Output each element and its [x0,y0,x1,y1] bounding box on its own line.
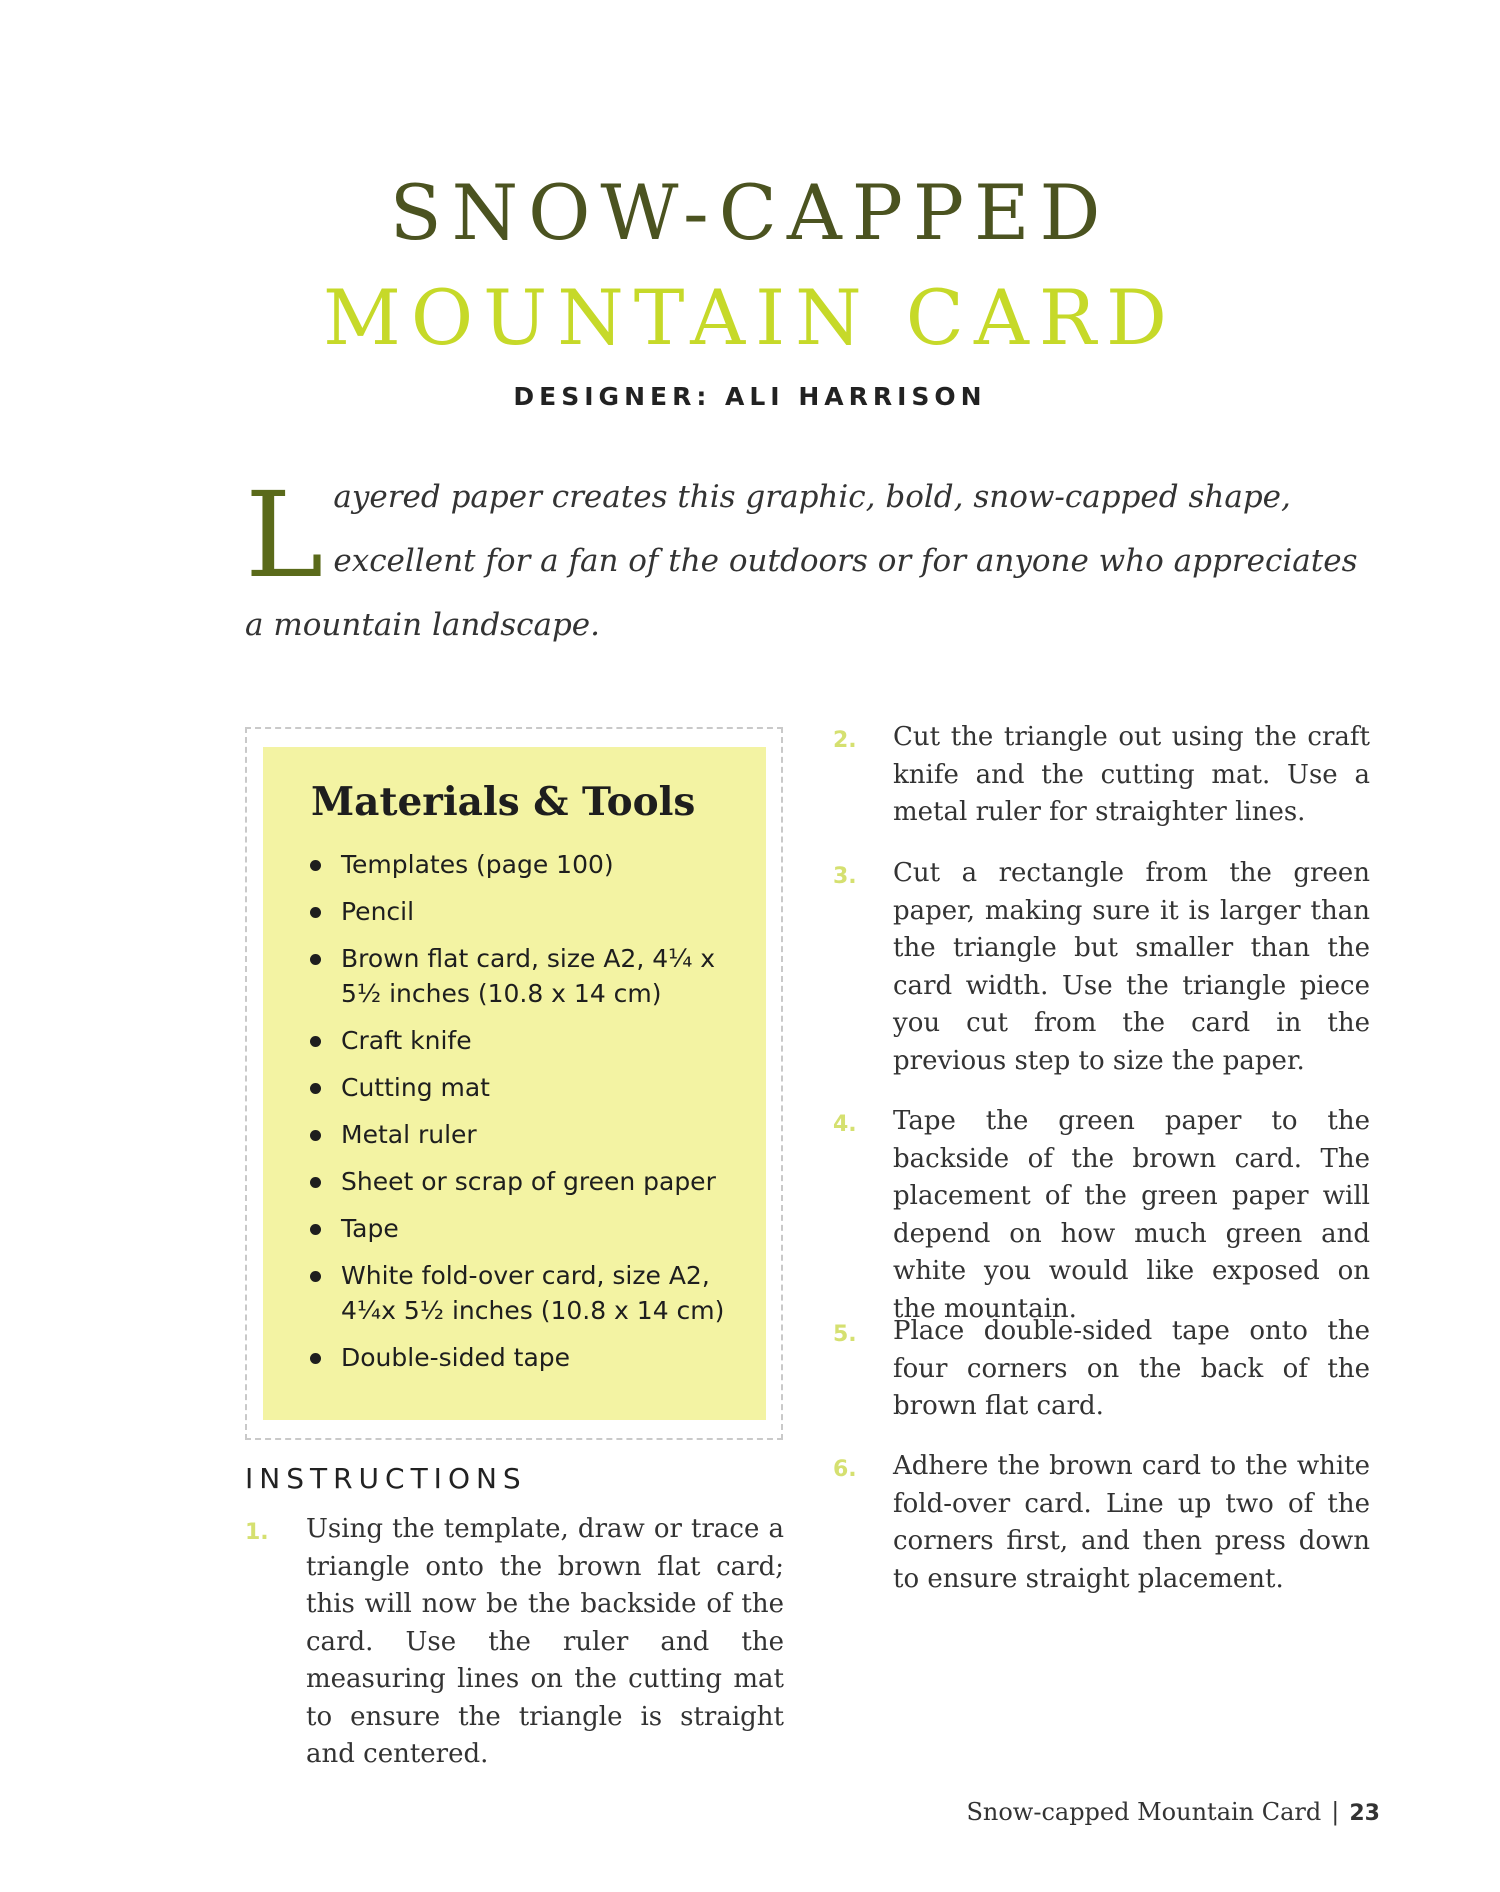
step-number: 2. [833,728,857,753]
designer-credit: DESIGNER: ALI HARRISON [513,382,987,411]
materials-list [307,847,757,1387]
step-number: 4. [833,1112,857,1137]
step-text: Cut a rectangle from the green paper, making sure it is larger than the triangle but smaller than the card width. Use the triangle piece you cut from the card in the previous step to size the paper. [893,858,1370,1076]
materials-item: Sheet or scrap of green paper [307,1164,757,1199]
step-number: 3. [833,864,857,889]
step-number: 1. [245,1520,269,1545]
title-line-2: MOUNTAIN CARD [323,273,1177,362]
drop-cap: L [245,466,324,604]
materials-item: Brown flat card, size A2, 4¼ x 5½ inches (10.8 x 14 cm) [307,941,757,1011]
step-text: Place double-sided tape onto the four corners on the back of the brown flat card. [893,1316,1370,1421]
step-number: 5. [833,1322,857,1347]
footer-separator: | [1331,1798,1340,1826]
step-text: Adhere the brown card to the white fold-over card. Line up two of the corners first, and then press down to ensure straight placement. [893,1451,1370,1594]
materials-item: Craft knife [307,1023,757,1058]
step-text: Using the template, draw or trace a triangle onto the brown flat card; this will now be the backside of the card. Use the ruler and the measuring lines on the cutting mat to ensure the triangle is straight and centered. [306,1514,784,1769]
title-line-1: SNOW-CAPPED [389,168,1111,257]
materials-item: Templates (page 100) [307,847,757,882]
page-number: 23 [1349,1801,1380,1826]
materials-item: Cutting mat [307,1070,757,1105]
instructions-heading: INSTRUCTIONS [245,1462,527,1495]
step-text: Tape the green paper to the backside of the brown card. The placement of the green paper will depend on how much green and white you would like exposed on the mountain. [893,1106,1370,1324]
materials-item: Tape [307,1211,757,1246]
materials-item: Double-sided tape [307,1340,757,1375]
step-text: Cut the triangle out using the craft knife and the cutting mat. Use a metal ruler for straighter lines. [893,722,1370,827]
running-title: Snow-capped Mountain Card [966,1798,1322,1826]
materials-item: Metal ruler [307,1117,757,1152]
materials-box [263,747,766,1420]
materials-item: White fold-over card, size A2, 4¼x 5½ inches (10.8 x 14 cm) [307,1258,757,1328]
step-number: 6. [833,1457,857,1482]
intro-text: ayered paper creates this graphic, bold, snow-capped shape, excellent for a fan of the outdoors or for anyone who appreciates a mountain landscape. [245,479,1358,643]
materials-title: Materials & Tools [311,779,696,825]
page-footer [966,1798,1380,1826]
materials-item: Pencil [307,894,757,929]
intro-paragraph [245,465,1375,657]
